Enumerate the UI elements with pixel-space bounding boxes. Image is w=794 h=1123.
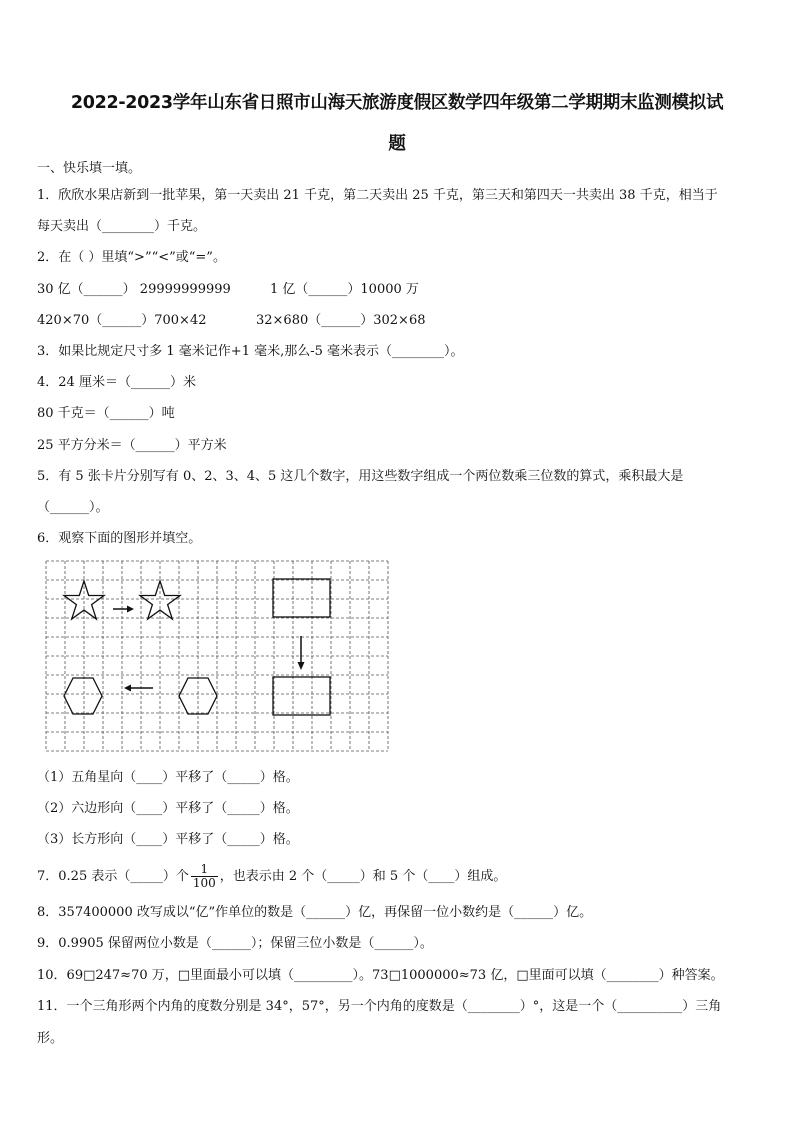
q4-c: 25 平方分米＝（______）平方米	[37, 438, 227, 453]
page-title: 2022-2023学年山东省日照市山海天旅游度假区数学四年级第二学期期末监测模拟试	[70, 93, 724, 113]
fraction-denominator: 100	[192, 876, 216, 890]
q2-d: 32×680（______）302×68	[256, 313, 426, 328]
hexagon-translated	[64, 678, 102, 714]
q2-intro: 2．在（ ）里填“>”“<”或“=”。	[37, 250, 226, 265]
arrow-down	[298, 636, 305, 670]
section-heading: 一、快乐填一填。	[37, 161, 142, 176]
q7	[37, 862, 506, 892]
q3: 3．如果比规定尺寸多 1 毫米记作+1 毫米,那么-5 毫米表示（________）。	[37, 344, 464, 359]
q11-line1: 11．一个三角形两个内角的度数分别是 34°，57°，另一个内角的度数是（________）°，这是一个（__________）三角	[37, 999, 722, 1014]
page-title-cont: 题	[388, 134, 406, 154]
q9: 9．0.9905 保留两位小数是（______）；保留三位小数是（______）。	[37, 936, 433, 951]
fraction-numerator: 1	[191, 863, 218, 877]
q6-sub3: （3）长方形向（____）平移了（_____）格。	[37, 832, 299, 847]
q1-line2: 每天卖出（________）千克。	[37, 219, 207, 234]
translation-grid-figure	[45, 560, 390, 755]
q6-sub2: （2）六边形向（____）平移了（_____）格。	[37, 801, 299, 816]
q7-post: ，也表示由 2 个（_____）和 5 个（____）组成。	[219, 869, 507, 884]
q8: 8．357400000 改写成以“亿”作单位的数是（______）亿，再保留一位小数约是（______）亿。	[37, 905, 593, 920]
grid-lines	[46, 561, 388, 751]
q5-line1: 5．有 5 张卡片分别写有 0、2、3、4、5 这几个数字，用这些数字组成一个两位数乘三位数的算式，乘积最大是	[37, 469, 684, 484]
arrow-right	[113, 606, 134, 613]
q11-line2: 形。	[37, 1031, 64, 1046]
q6-intro: 6．观察下面的图形并填空。	[37, 531, 202, 546]
rectangle-translated	[273, 677, 330, 715]
q2-c: 420×70（______）700×42	[37, 313, 207, 328]
q1-line1: 1．欣欣水果店新到一批苹果，第一天卖出 21 千克，第二天卖出 25 千克，第三天和第四天一共卖出 38 千克，相当于	[37, 188, 718, 203]
q2-a: 30 亿（______） 29999999999	[37, 282, 231, 297]
fraction	[191, 863, 218, 890]
q5-line2: （______）。	[37, 500, 109, 515]
q6-sub1: （1）五角星向（____）平移了（_____）格。	[37, 770, 299, 785]
q7-pre: 7．0.25 表示（_____）个	[37, 869, 189, 884]
q4-b: 80 千克＝（______）吨	[37, 406, 175, 421]
rectangle-original	[273, 579, 330, 617]
q4-a: 4．24 厘米＝（______）米	[37, 375, 196, 390]
q10: 10．69□247≈70 万，□里面最小可以填（_________）。73□1000000≈73 亿，□里面可以填（________）种答案。	[37, 968, 724, 983]
arrow-left	[124, 685, 153, 692]
q2-b: 1 亿（______）10000 万	[270, 282, 419, 297]
